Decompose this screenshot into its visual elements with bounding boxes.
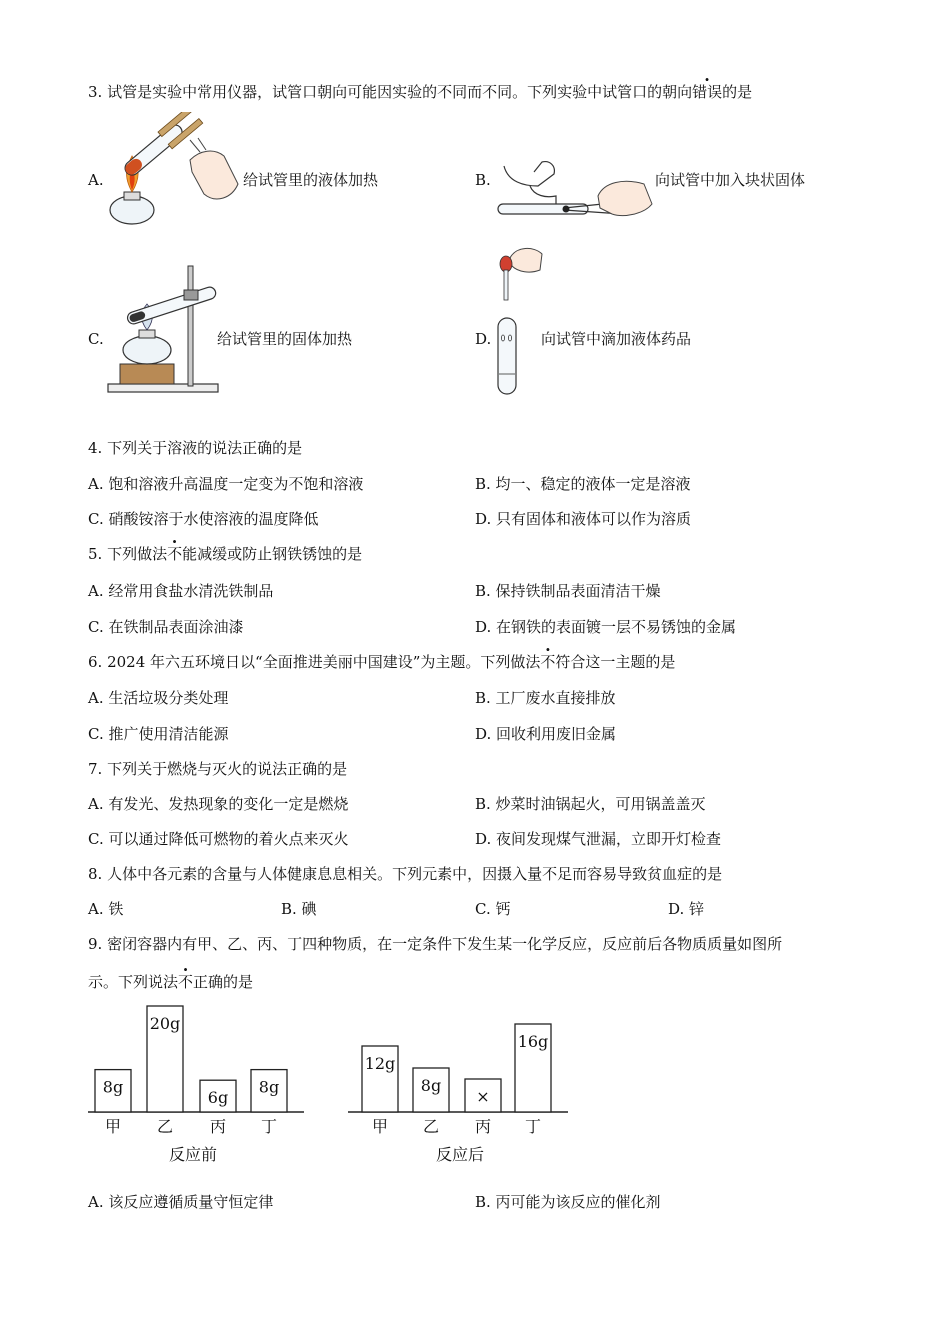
q6-stem: 6. 2024 年六五环境日以“全面推进美丽中国建设”为主题。下列做法不符合这一主题的是 [88,653,676,671]
q3-option-b-label: B. [475,171,491,189]
q7-option-d: D. 夜间发现煤气泄漏，立即开灯检查 [475,830,722,848]
q3-option-c-label: C. [88,330,104,348]
bar-substance-label: 乙 [156,1117,174,1136]
diagram-caption: 反应后 [435,1145,485,1164]
q5-stem: 5. 下列做法不能减缓或防止钢铁锈蚀的是 [88,545,363,563]
q8-option-c: C. 钙 [475,900,511,918]
q3-emphasis: 错误 [692,83,723,101]
q8-option-a: A. 铁 [88,900,124,918]
before-reaction-diagram [88,1000,308,1170]
q3-option-a-label: A. [88,171,104,189]
after-reaction-diagram [348,1012,572,1170]
q8-option-b: B. 碘 [281,900,317,918]
figure-dropping-liquid [490,244,546,396]
q6-option-d: D. 回收利用废旧金属 [475,725,617,743]
q7-option-c: C. 可以通过降低可燃物的着火点来灭火 [88,830,349,848]
q5-option-d: D. 在钢铁的表面镀一层不易锈蚀的金属 [475,618,737,636]
q6-emphasis: 不 [540,653,556,671]
q9-option-a: A. 该反应遵循质量守恒定律 [88,1193,274,1211]
diagram-caption: 反应前 [168,1145,218,1164]
q4-stem: 4. 下列关于溶液的说法正确的是 [88,439,303,457]
q5-option-c: C. 在铁制品表面涂油漆 [88,618,244,636]
q6-option-b: B. 工厂废水直接排放 [475,689,616,707]
q9-emphasis: 不 [178,973,194,991]
bar-value-label: × [476,1087,490,1106]
q3-option-a-text: 给试管里的液体加热 [243,171,379,189]
q4-option-a: A. 饱和溶液升高温度一定变为不饱和溶液 [88,475,364,493]
bar-value-label: 8g [258,1077,280,1097]
bar-substance-label: 乙 [422,1117,440,1136]
q3-option-d-label: D. [475,330,492,348]
bar-substance-label: 丙 [209,1117,227,1136]
bar-substance-label: 丁 [260,1117,278,1136]
q3-option-d-text: 向试管中滴加液体药品 [541,330,692,348]
q7-stem: 7. 下列关于燃烧与灭火的说法正确的是 [88,760,348,778]
q7-option-a: A. 有发光、发热现象的变化一定是燃烧 [88,795,349,813]
bar-value-label: 6g [207,1088,229,1108]
q4-option-c: C. 硝酸铵溶于水使溶液的温度降低 [88,510,319,528]
figure-heating-solid [104,262,224,396]
q5-option-b: B. 保持铁制品表面清洁干燥 [475,582,661,600]
q3-option-c-text: 给试管里的固体加热 [217,330,353,348]
q9-stem-line1: 9. 密闭容器内有甲、乙、丙、丁四种物质，在一定条件下发生某一化学反应，反应前后各物质质量如图所 [88,935,783,953]
q9-option-b: B. 丙可能为该反应的催化剂 [475,1193,661,1211]
figure-heating-liquid [104,112,244,230]
bar-substance-label: 丁 [524,1117,542,1136]
q6-option-c: C. 推广使用清洁能源 [88,725,229,743]
bar-substance-label: 甲 [104,1117,122,1136]
figure-adding-block-solid [494,152,654,224]
q7-option-b: B. 炒菜时油锅起火，可用锅盖盖灭 [475,795,706,813]
q3-option-b-text: 向试管中加入块状固体 [655,171,806,189]
bar-value-label: 16g [517,1032,549,1051]
q4-option-d: D. 只有固体和液体可以作为溶质 [475,510,692,528]
bar-value-label: 8g [420,1076,442,1095]
q8-stem: 8. 人体中各元素的含量与人体健康息息相关。下列元素中，因摄入量不足而容易导致贫血症的是 [88,865,723,883]
q4-option-b: B. 均一、稳定的液体一定是溶液 [475,475,691,493]
bar-value-label: 8g [102,1077,124,1097]
q5-option-a: A. 经常用食盐水清洗铁制品 [88,582,274,600]
bar-value-label: 12g [364,1054,396,1073]
q6-option-a: A. 生活垃圾分类处理 [88,689,229,707]
q5-emphasis: 不 [167,545,183,563]
bar-substance-label: 丙 [474,1117,492,1136]
bar-substance-label: 甲 [371,1117,389,1136]
q8-option-d: D. 锌 [668,900,705,918]
q3-stem: 3. 试管是实验中常用仪器，试管口朝向可能因实验的不同而不同。下列实验中试管口的朝向错误的是 [88,83,753,101]
bar-value-label: 20g [149,1014,181,1033]
q9-stem-line2: 示。下列说法不正确的是 [88,973,254,991]
